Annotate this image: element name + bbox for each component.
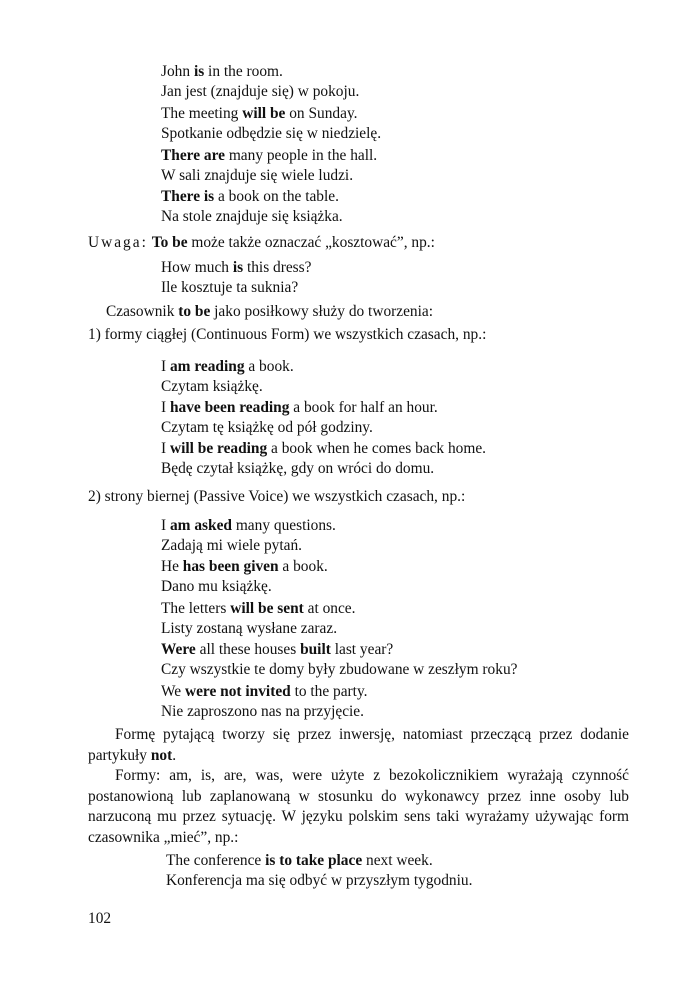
example-en: I am asked many questions.: [161, 517, 336, 534]
example-pl: Dano mu książkę.: [161, 578, 272, 595]
example-pl: Listy zostaną wysłane zaraz.: [161, 620, 338, 637]
example-pl: Na stole znajduje się książka.: [161, 208, 343, 225]
example-pl: Konferencja ma się odbyć w przyszłym tygodniu.: [166, 872, 473, 889]
paragraph-infinitive-forms: Formy: am, is, are, was, were użyte z bezokolicznikiem wyrażają czynność postanowioną lub zaplanowaną w stosunku do wykonawcy przez inne osoby lub narzuconą mu przez sytuację. W języku polskim sens taki wyrażamy używając form czasownika „mieć”, np.:: [88, 767, 629, 846]
example-pl: Czytam tę książkę od pół godziny.: [161, 419, 373, 436]
example-en: The conference is to take place next week.: [166, 852, 433, 869]
example-en: Were all these houses built last year?: [161, 641, 394, 658]
example-pl: Jan jest (znajduje się) w pokoju.: [161, 83, 360, 100]
example-en: There are many people in the hall.: [161, 147, 378, 164]
example-en: John is in the room.: [161, 63, 283, 80]
example-en: I am reading a book.: [161, 358, 294, 375]
example-pl: Czy wszystkie te domy były zbudowane w zeszłym roku?: [161, 661, 518, 678]
example-en: I have been reading a book for half an hour.: [161, 399, 438, 416]
example-pl: Ile kosztuje ta suknia?: [161, 279, 299, 296]
point-2: 2) strony biernej (Passive Voice) we wszystkich czasach, np.:: [88, 488, 466, 505]
example-en: How much is this dress?: [161, 259, 312, 276]
paragraph-question-negation: Formę pytającą tworzy się przez inwersję, natomiast przeczącą przez dodanie partykuły not.: [88, 726, 629, 764]
aux-intro: Czasownik to be jako posiłkowy służy do tworzenia:: [106, 303, 434, 320]
example-en: I will be reading a book when he comes back home.: [161, 440, 487, 457]
point-1: 1) formy ciągłej (Continuous Form) we wszystkich czasach, np.:: [88, 326, 487, 343]
example-en: The meeting will be on Sunday.: [161, 105, 358, 122]
example-pl: Nie zaproszono nas na przyjęcie.: [161, 703, 364, 720]
example-en: The letters will be sent at once.: [161, 600, 356, 617]
example-pl: Spotkanie odbędzie się w niedzielę.: [161, 125, 382, 142]
note-line: Uwaga: To be może także oznaczać „kosztować”, np.:: [88, 234, 435, 251]
example-en: We were not invited to the party.: [161, 683, 368, 700]
example-pl: W sali znajduje się wiele ludzi.: [161, 167, 354, 184]
page-number: 102: [88, 910, 112, 927]
example-pl: Będę czytał książkę, gdy on wróci do domu.: [161, 460, 435, 477]
example-en: There is a book on the table.: [161, 188, 339, 205]
example-en: He has been given a book.: [161, 558, 328, 575]
example-pl: Zadają mi wiele pytań.: [161, 537, 303, 554]
example-pl: Czytam książkę.: [161, 378, 263, 395]
